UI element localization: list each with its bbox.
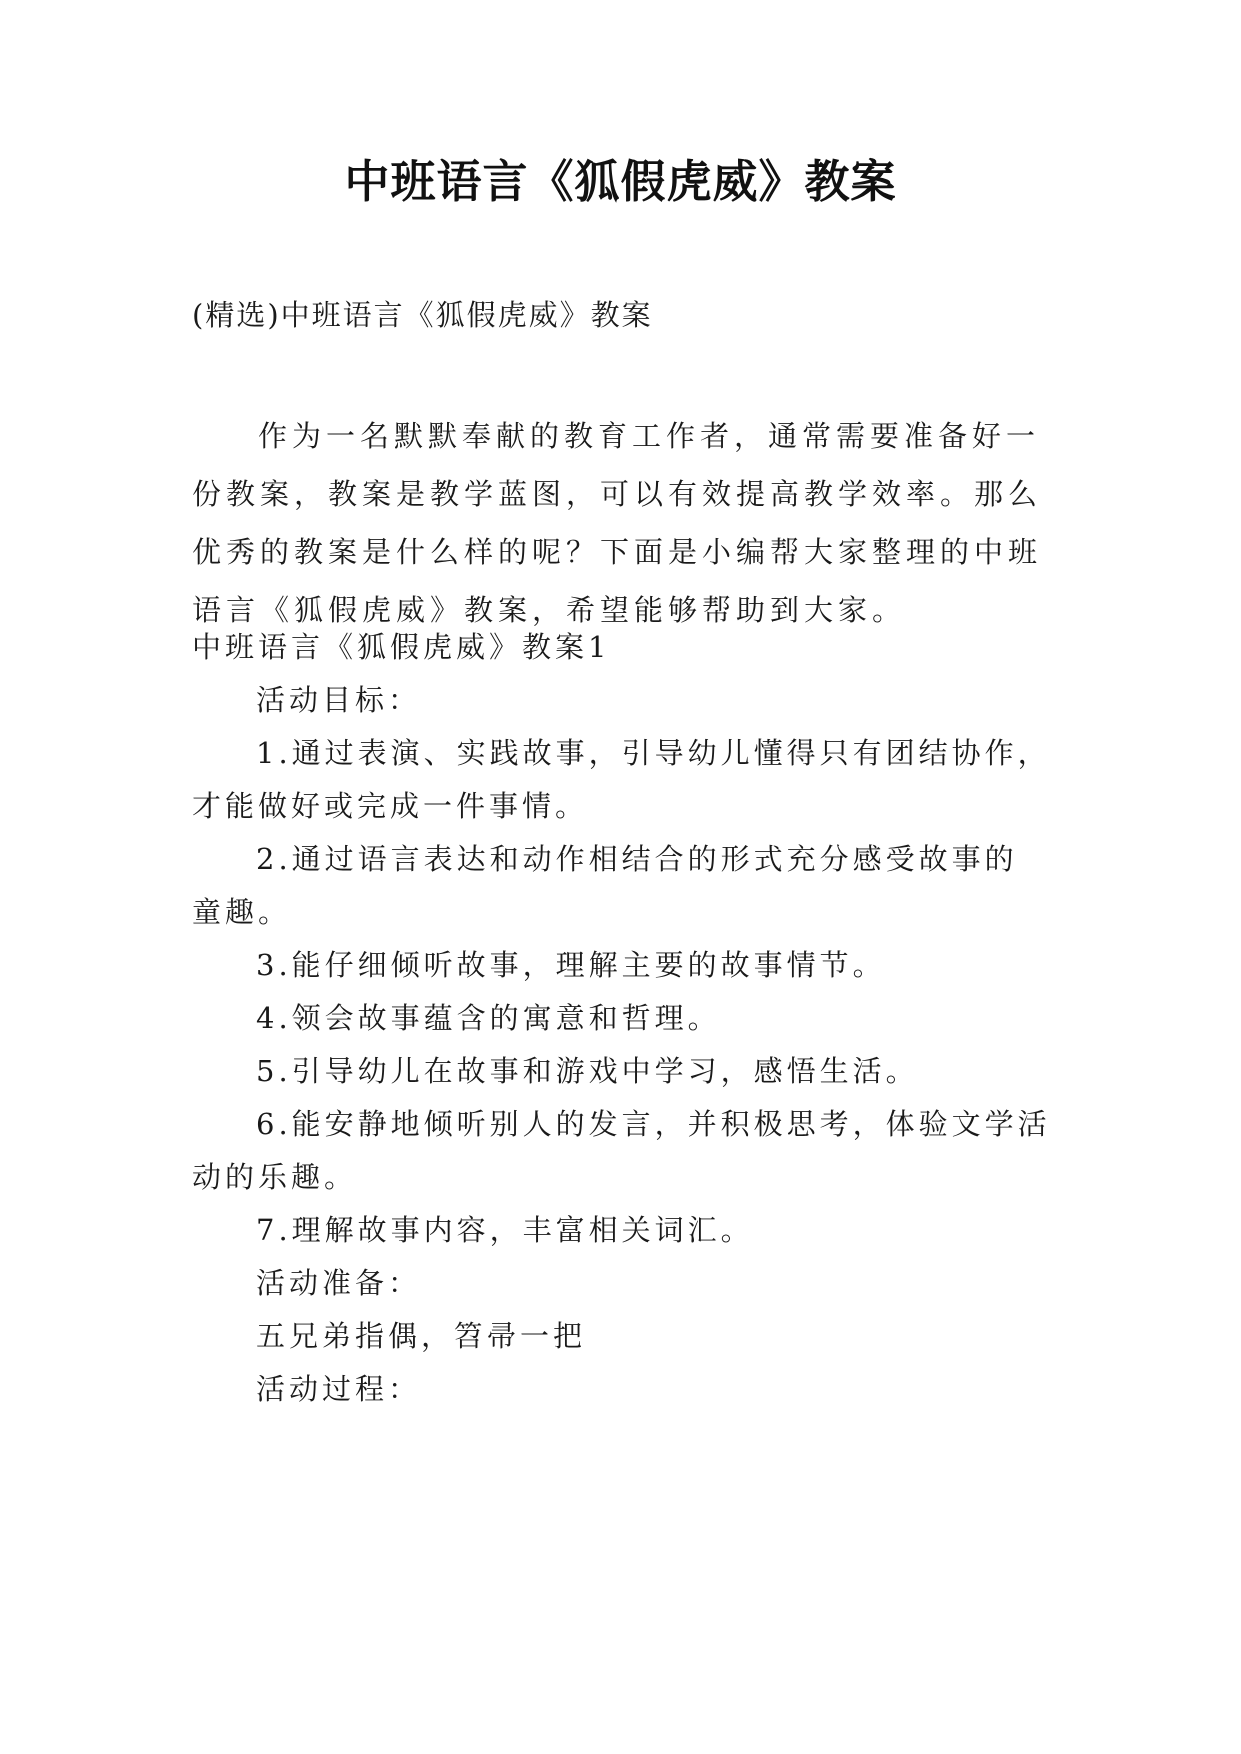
goal-2-line-1: 2.通过语言表达和动作相结合的形式充分感受故事的: [256, 842, 1018, 876]
process-label: 活动过程：: [256, 1372, 422, 1406]
goal-6-line-2: 动的乐趣。: [192, 1160, 358, 1194]
preparation-label: 活动准备：: [256, 1266, 422, 1300]
intro-paragraph: 作为一名默默奉献的教育工作者，通常需要准备好一份教案，教案是教学蓝图，可以有效提高教学效率。那么优秀的教案是什么样的呢？下面是小编帮大家整理的中班语言《狐假虎威》教案，希望能够帮助到大家。: [192, 419, 1043, 627]
document-subtitle: (精选)中班语言《狐假虎威》教案: [192, 298, 653, 332]
goal-4: 4.领会故事蕴含的寓意和哲理。: [256, 1001, 721, 1035]
goal-3: 3.能仔细倾听故事，理解主要的故事情节。: [256, 948, 886, 982]
goal-1-line-1: 1.通过表演、实践故事，引导幼儿懂得只有团结协作，: [256, 736, 1051, 770]
goal-6-line-1: 6.能安静地倾听别人的发言，并积极思考，体验文学活: [256, 1107, 1051, 1141]
goals-label: 活动目标：: [256, 683, 422, 717]
section-heading: 中班语言《狐假虎威》教案1: [192, 630, 611, 664]
goal-2-line-2: 童趣。: [192, 895, 292, 929]
document-title: 中班语言《狐假虎威》教案: [344, 155, 897, 208]
goal-5: 5.引导幼儿在故事和游戏中学习，感悟生活。: [256, 1054, 919, 1088]
goal-1-line-2: 才能做好或完成一件事情。: [192, 789, 589, 823]
preparation-text: 五兄弟指偶，笤帚一把: [256, 1319, 587, 1353]
goal-7: 7.理解故事内容，丰富相关词汇。: [256, 1213, 754, 1247]
